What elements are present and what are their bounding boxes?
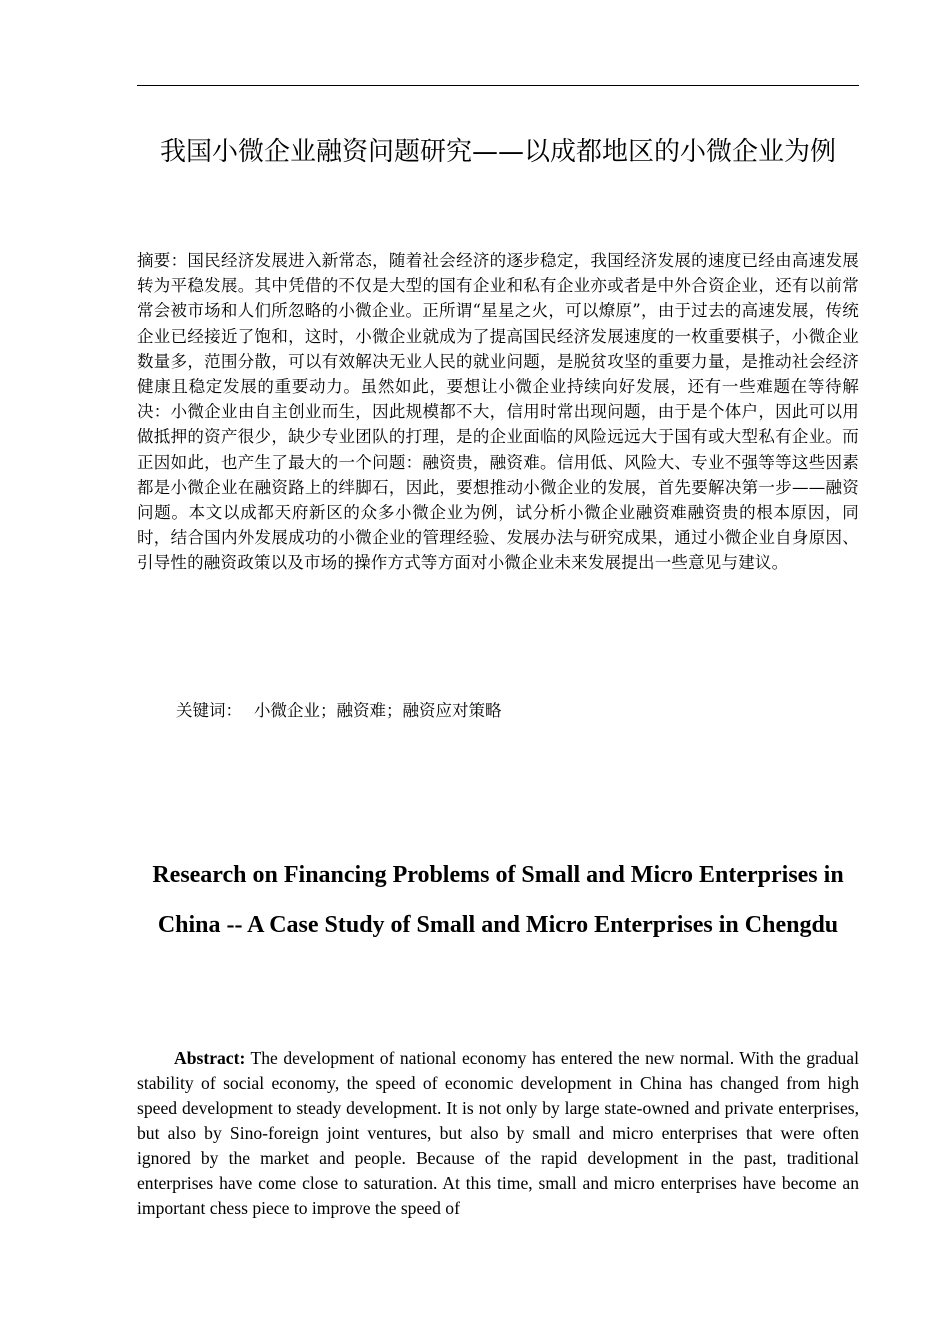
english-title: Research on Financing Problems of Small and Micro Enterprises in China -- A Case Study of Small and Micro Enterprises in Chengdu xyxy=(152,862,844,938)
chinese-abstract xyxy=(137,248,859,576)
chinese-abstract-label: 摘要： xyxy=(137,251,188,270)
chinese-keywords-label: 关键词： xyxy=(176,701,242,720)
chinese-abstract-text: 国民经济发展进入新常态，随着社会经济的逐步稳定，我国经济发展的速度已经由高速发展转为平稳发展。其中凭借的不仅是大型的国有企业和私有企业亦或者是中外合资企业，还有以前常常会被市场和人们所忽略的小微企业。正所谓“星星之火，可以燎原”，由于过去的高速发展，传统企业已经接近了饱和，这时，小微企业就成为了提高国民经济发展速度的一枚重要棋子，小微企业数量多，范围分散，可以有效解决无业人民的就业问题，是脱贫攻坚的重要力量，是推动社会经济健康且稳定发展的重要动力。虽然如此，要想让小微企业持续向好发展，还有一些难题在等待解决：小微企业由自主创业而生，因此规模都不大，信用时常出现问题，由于是个体户，因此可以用做抵押的资产很少，缺少专业团队的打理，是的企业面临的风险远远大于国有或大型私有企业。而正因如此，也产生了最大的一个问题：融资贵，融资难。信用低、风险大、专业不强等等这些因素都是小微企业在融资路上的绊脚石，因此，要想推动小微企业的发展，首先要解决第一步——融资问题。本文以成都天府新区的众多小微企业为例，试分析小微企业融资难融资贵的根本原因，同时，结合国内外发展成功的小微企业的管理经验、发展办法与研究成果，通过小微企业自身原因、引导性的融资政策以及市场的操作方式等方面对小微企业未来发展提出一些意见与建议。 xyxy=(137,251,860,573)
english-abstract-label: Abstract: xyxy=(174,1048,246,1068)
chinese-keywords xyxy=(176,698,859,723)
chinese-keywords-text: 小微企业；融资难；融资应对策略 xyxy=(254,701,502,720)
english-abstract-text: The development of national economy has entered the new normal. With the gradual stability of social economy, the speed of economic development in China has changed from high speed development to steady development. It is not only by large state-owned and private enterprises, but also by Sino-foreign joint ventures, but also by small and micro enterprises that were often ignored by the market and people. Because of the rapid development in the past, traditional enterprises have come close to saturation. At this time, small and micro enterprises have become an important chess piece to improve the speed of xyxy=(137,1048,859,1218)
english-abstract xyxy=(137,1046,859,1221)
header-rule xyxy=(137,85,859,86)
chinese-title: 我国小微企业融资问题研究——以成都地区的小微企业为例 xyxy=(159,137,836,167)
